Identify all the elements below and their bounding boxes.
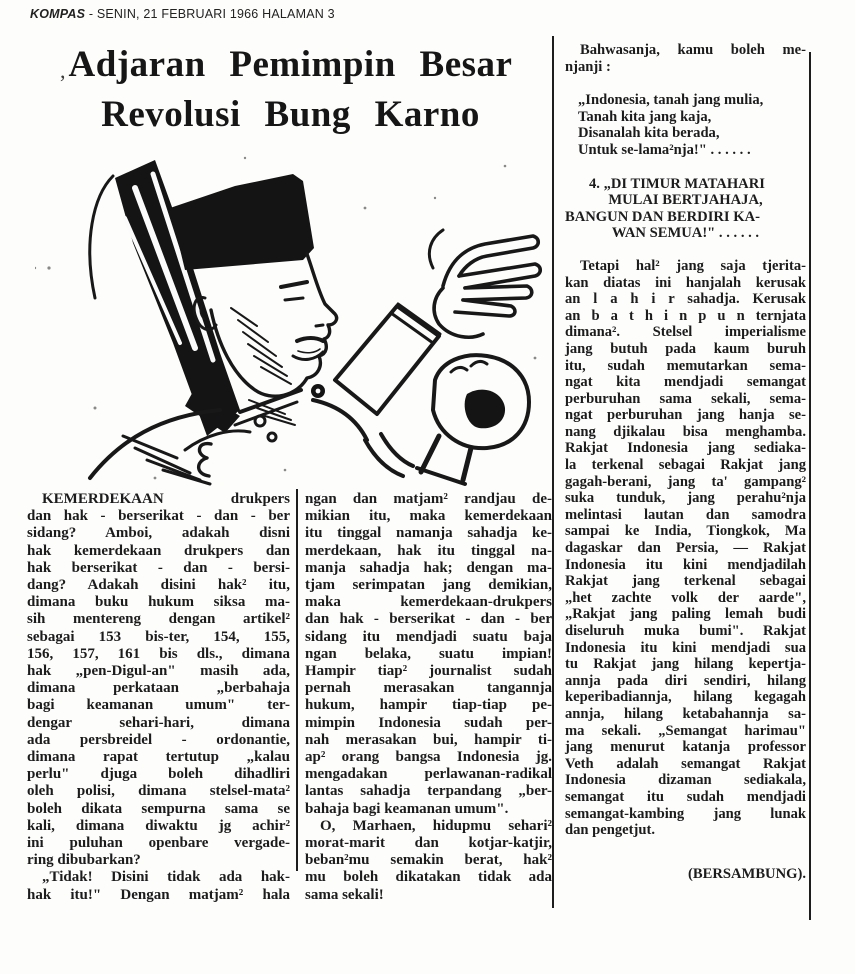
text-line: hak itu!" Dengan matjam² hala: [27, 886, 290, 903]
text-line: perlu" djuga boleh dihadliri: [27, 766, 290, 783]
text-line: ma sekali. „Semangat harimau": [565, 722, 806, 739]
text-line: ngan dan matjam² randjau de-: [305, 491, 552, 507]
text-line: lantas sahadja terpandang „ber-: [305, 783, 552, 800]
text-line: suka tunduk, jang perahu²nja: [565, 490, 806, 507]
text-line: 156, 157, 161 bis dls., dimana: [27, 645, 290, 662]
text-line: sidang? Amboi, adakah disni: [27, 525, 290, 542]
text-line: „Tidak! Disini tidak ada hak-: [42, 869, 290, 886]
text-line: ngan belaka, suatu impian!: [305, 645, 552, 662]
text-line: dimana². Stelsel imperialisme: [565, 324, 806, 341]
page-header-dateline: - SENIN, 21 FEBRUARI 1966 HALAMAN 3: [85, 7, 335, 21]
col3-heading-4: [565, 176, 806, 242]
text-line: dang? Adakah disini hak² itu,: [27, 577, 290, 594]
text-line: (BERSAMBUNG).: [688, 865, 806, 882]
text-line: pernah merasakan tangannja: [305, 680, 552, 697]
text-line: Indonesia itu kini mendjadi sua: [565, 639, 806, 656]
text-line: Untuk se-lama²nja!" . . . . . .: [578, 141, 751, 158]
text-line: jang menurut katanja professor: [565, 739, 806, 756]
text-line: Tetapi hal² jang saja tjerita-: [580, 257, 806, 274]
text-line: dan hak - berserikat - dan - ber: [27, 508, 290, 525]
col3-paragraph-1: [565, 258, 806, 839]
col3-continuation-sig: [565, 866, 806, 883]
headline: [38, 40, 543, 140]
bung-karno-sketch-drawing: [35, 148, 547, 488]
text-line: mengadakan perlawanan-radikal: [305, 766, 552, 783]
text-line: WAN SEMUA!" . . . . . .: [611, 225, 760, 242]
article-column-1: [27, 491, 290, 904]
text-line: jang butuh pada kaum buruh: [565, 340, 806, 357]
text-line: dimana buku hukum siksa ma-: [27, 594, 290, 611]
text-line: Rakjat Indonesia jang sediaka-: [565, 440, 806, 457]
column-divider-right: [809, 52, 811, 920]
text-line: itu, sudah memutarkan sema-: [565, 357, 806, 374]
text-line: sama sekali!: [305, 886, 384, 903]
text-line: beban²mu semakin berat, hak²: [305, 852, 552, 869]
text-line: manja sahadja hak; dengan ma-: [305, 559, 552, 576]
text-line: mikian itu, maka kemerdekaan: [305, 508, 552, 525]
text-line: Rakjat jang terkenal sebagai: [565, 573, 806, 590]
text-line: ngat kita mendjadi semangat: [565, 374, 806, 391]
text-line: hak berserikat - dan - bersi-: [27, 559, 290, 576]
text-line: ap² orang bangsa Indonesia jg.: [305, 749, 552, 766]
column-divider-center: [552, 36, 554, 908]
text-line: O, Marhaen, hidupmu sehari²: [320, 817, 552, 834]
text-line: Bahwasanja, kamu boleh me-: [580, 42, 806, 58]
text-line: kali, dimana diwaktu jg achir²: [27, 817, 290, 834]
text-line: „het zachte volk der aarde",: [565, 589, 806, 606]
col3-verse: [565, 92, 806, 158]
text-line: dimana perkataan „berbahaja: [27, 680, 290, 697]
masthead: KOMPAS: [30, 7, 86, 21]
print-artifact: ,: [60, 58, 66, 83]
text-line: ini puluhan openbare vergade-: [27, 835, 290, 852]
col1-paragraph-1: [27, 491, 290, 869]
text-line: njanji :: [565, 58, 611, 75]
text-line: nah merasakan bui, hampir ti-: [305, 731, 552, 748]
text-line: bahaja bagi keamanan umum".: [305, 800, 509, 817]
text-line: KEMERDEKAAN drukpers: [42, 491, 290, 507]
text-line: an b a t h i n p u n ternjata: [565, 307, 806, 324]
text-line: nang djikalau bisa menghamba.: [565, 423, 806, 440]
text-line: diseluruh muka bumi". Rakjat: [565, 623, 806, 639]
text-line: semangat itu sudah mendjadi: [565, 788, 806, 805]
text-line: itu tinggal namanja sahadja ke-: [305, 525, 552, 542]
text-line: melintasi lautan dan samodra: [565, 506, 806, 523]
text-line: „Rakjat jang paling lemah budi: [565, 606, 806, 623]
text-line: semangat-kambing jang lunak: [565, 805, 806, 822]
text-line: hak kemerdekaan drukpers dan: [27, 542, 290, 559]
text-line: sampai ke India, Tiongkok, Ma: [565, 523, 806, 540]
page-header: [30, 7, 335, 21]
text-line: keperibadiannja, hilang kegagah: [565, 689, 806, 706]
text-line: dengar sehari-hari, dimana: [27, 714, 290, 731]
text-line: kan diatas ini hanjalah kerusak: [565, 274, 806, 291]
col2-paragraph-1: [305, 491, 552, 818]
text-line: tu Rakjat jang hilang kepertja-: [565, 656, 806, 673]
text-line: sidang itu mendjadi suatu baja: [305, 628, 552, 645]
text-line: perburuhan sama sekali, sema-: [565, 390, 806, 407]
text-line: Disanalah kita berada,: [578, 125, 720, 142]
text-line: sebagai 153 bis-ter, 154, 155,: [27, 628, 290, 645]
column-divider-left: [296, 489, 298, 871]
text-line: boleh dikata sempurna sama se: [27, 800, 290, 817]
text-line: mu boleh dikatakan tidak ada: [305, 869, 552, 886]
text-line: ring dibubarkan?: [27, 852, 141, 869]
text-line: hukum, hampir tiap-tiap pe-: [305, 697, 552, 714]
text-line: oleh polisi, dimana stelsel-mata²: [27, 783, 290, 800]
article-column-2: [305, 491, 552, 904]
text-line: Hampir tiap² journalist sudah: [305, 663, 552, 680]
text-line: MULAI BERTJAHAJA,: [608, 192, 763, 209]
text-line: 4. „DI TIMUR MATAHARI: [589, 175, 765, 192]
text-line: morat-marit dan kotjar-katjir,: [305, 835, 552, 852]
text-line: BANGUN DAN BERDIRI KA-: [565, 208, 760, 225]
text-line: Indonesia itu kini mendjadilah: [565, 556, 806, 573]
text-line: tjam serimpatan jang demikian,: [305, 577, 552, 594]
text-line: dan pengetjut.: [565, 822, 656, 839]
text-line: sih mentereng dengan artikel²: [27, 611, 290, 628]
text-line: merdekaan, hak itu tinggal na-: [305, 542, 552, 559]
text-line: „Indonesia, tanah jang mulia,: [578, 92, 764, 109]
text-line: bagi keamanan umum" ter-: [27, 697, 290, 714]
headline-line-1: Adjaran Pemimpin Besar: [68, 44, 513, 85]
text-line: dan hak - berserikat - dan - ber: [305, 611, 552, 628]
text-line: gagah-berani, jang ta' gampang²: [565, 473, 806, 490]
text-line: dagaskar dan Persia, — Rakjat: [565, 540, 806, 557]
text-line: hak „pen-Digul-an" masih ada,: [27, 663, 290, 680]
col3-intro: [565, 42, 806, 75]
article-column-3: [565, 42, 806, 882]
text-line: annja pada diri sendiri, hilang: [565, 672, 806, 689]
headline-line-2: Revolusi Bung Karno: [101, 94, 480, 135]
text-line: maka kemerdekaan-drukpers: [305, 594, 552, 611]
col1-paragraph-2: [27, 869, 290, 903]
text-line: Indonesia dizaman sediakala,: [565, 772, 806, 789]
text-line: dimana rapat tertutup „kalau: [27, 749, 290, 766]
text-line: ada persbreidel - ordonantie,: [27, 731, 290, 748]
text-line: ngat perburuhan jang hanja se-: [565, 407, 806, 424]
col2-paragraph-2: [305, 818, 552, 904]
text-line: mimpin Indonesia sudah per-: [305, 714, 552, 731]
text-line: Veth adalah semangat Rakjat: [565, 755, 806, 772]
text-line: an l a h i r sahadja. Kerusak: [565, 291, 806, 308]
bung-karno-sketch: [35, 148, 547, 488]
text-line: Tanah kita jang kaja,: [578, 108, 712, 125]
text-line: annja, hilang ketabahannja sa-: [565, 705, 806, 722]
text-line: la terkenal sebagai Rakjat jang: [565, 457, 806, 474]
